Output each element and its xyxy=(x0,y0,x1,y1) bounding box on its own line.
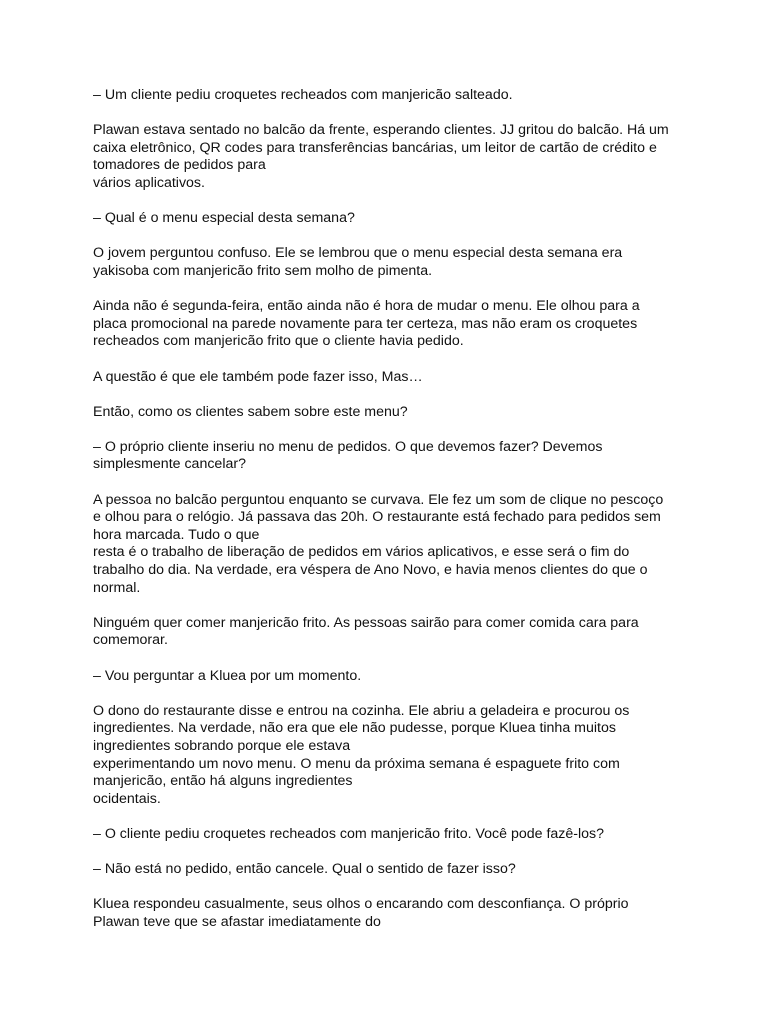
text-line: – O próprio cliente inseriu no menu de pedidos. O que devemos fazer? Devemos xyxy=(93,438,603,455)
document-page xyxy=(93,87,683,949)
text-line: tomadores de pedidos para xyxy=(93,157,266,174)
paragraph xyxy=(93,404,683,422)
text-line: – Um cliente pediu croquetes recheados com manjericão salteado. xyxy=(93,87,513,103)
paragraph xyxy=(93,245,683,280)
text-line: Ninguém quer comer manjericão frito. As pessoas sairão para comer comida cara para xyxy=(93,614,639,631)
text-line: O dono do restaurante disse e entrou na cozinha. Ele abriu a geladeira e procurou os xyxy=(93,702,630,719)
text-line: caixa eletrônico, QR codes para transferências bancárias, um leitor de cartão de crédito e xyxy=(93,139,657,156)
text-line: – Vou perguntar a Kluea por um momento. xyxy=(93,667,362,684)
text-line: manjericão, então há alguns ingredientes xyxy=(93,773,353,790)
text-line: normal. xyxy=(93,579,141,596)
text-line: Então, como os clientes sabem sobre este menu? xyxy=(93,403,408,420)
text-line: A pessoa no balcão perguntou enquanto se curvava. Ele fez um som de clique no pescoço xyxy=(93,491,664,508)
text-line: – O cliente pediu croquetes recheados com manjericão frito. Você pode fazê-los? xyxy=(93,825,605,842)
paragraph xyxy=(93,439,683,474)
paragraph xyxy=(93,703,683,809)
text-line: – Qual é o menu especial desta semana? xyxy=(93,210,355,227)
paragraph xyxy=(93,492,683,598)
text-line: experimentando um novo menu. O menu da próxima semana é espaguete frito com xyxy=(93,755,620,772)
text-line: resta é o trabalho de liberação de pedidos em vários aplicativos, e esse será o fim do xyxy=(93,544,630,561)
text-line: vários aplicativos. xyxy=(93,174,205,191)
text-line: Ainda não é segunda-feira, então ainda não é hora de mudar o menu. Ele olhou para a xyxy=(93,298,640,315)
paragraph xyxy=(93,615,683,650)
text-line: e olhou para o relógio. Já passava das 20h. O restaurante está fechado para pedidos sem xyxy=(93,509,661,526)
text-line: hora marcada. Tudo o que xyxy=(93,526,260,543)
text-line: placa promocional na parede novamente para ter certeza, mas não eram os croquetes xyxy=(93,315,638,332)
text-line: Plawan teve que se afastar imediatamente do xyxy=(93,913,381,930)
text-line: A questão é que ele também pode fazer isso, Mas… xyxy=(93,368,423,385)
text-line: Kluea respondeu casualmente, seus olhos o encarando com desconfiança. O próprio xyxy=(93,896,629,913)
text-line: ingredientes sobrando porque ele estava xyxy=(93,737,351,754)
paragraph xyxy=(93,87,683,105)
paragraph xyxy=(93,861,683,879)
text-line: – Não está no pedido, então cancele. Qual o sentido de fazer isso? xyxy=(93,861,516,878)
paragraph xyxy=(93,668,683,686)
paragraph xyxy=(93,298,683,351)
paragraph xyxy=(93,826,683,844)
text-line: ocidentais. xyxy=(93,790,161,807)
text-line: ingredientes. Na verdade, não era que ele não pudesse, porque Kluea tinha muitos xyxy=(93,720,616,737)
text-line: recheados com manjericão frito que o cliente havia pedido. xyxy=(93,333,464,350)
text-line: Plawan estava sentado no balcão da frente, esperando clientes. JJ gritou do balcão. Há um xyxy=(93,122,669,139)
text-line: trabalho do dia. Na verdade, era véspera de Ano Novo, e havia menos clientes do que o xyxy=(93,562,648,579)
paragraph xyxy=(93,369,683,387)
paragraph xyxy=(93,896,683,931)
paragraph xyxy=(93,210,683,228)
text-line: comemorar. xyxy=(93,632,168,649)
paragraph xyxy=(93,122,683,192)
text-line: simplesmente cancelar? xyxy=(93,456,246,473)
text-line: yakisoba com manjericão frito sem molho de pimenta. xyxy=(93,262,433,279)
text-line: O jovem perguntou confuso. Ele se lembrou que o menu especial desta semana era xyxy=(93,245,623,262)
